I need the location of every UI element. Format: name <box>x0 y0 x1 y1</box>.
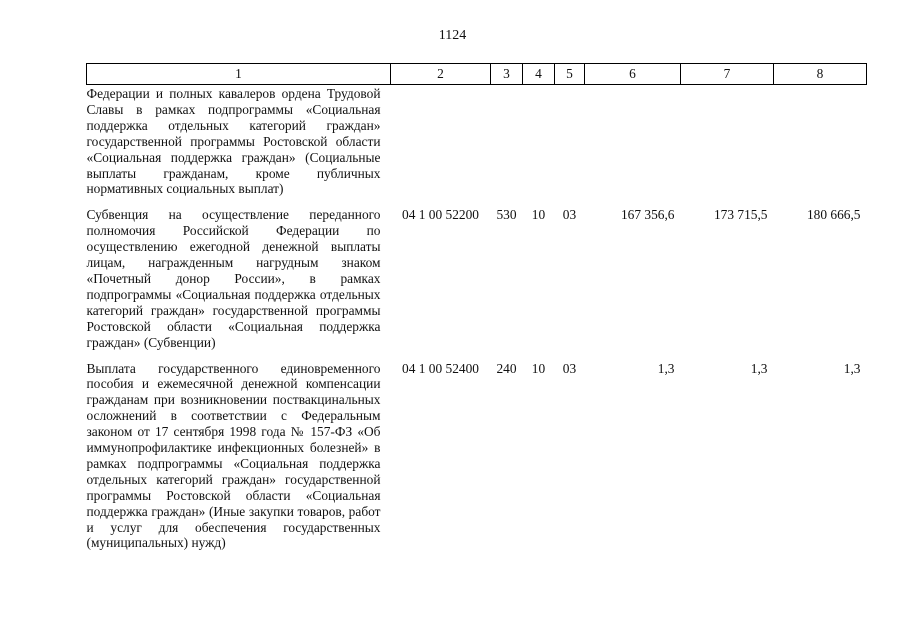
row-subsection: 03 <box>562 360 577 376</box>
header-col-6: 6 <box>585 64 681 85</box>
row-description: Федерации и полных кавалеров ордена Трудовой Славы в рамках подпрограммы «Социальная поддержка отдельных категорий граждан» государственной программы Ростовской области «Социальная поддержка граждан» (Социальные выплаты гражданам, кроме публичных нормативных социальных выплат) <box>86 86 381 197</box>
table-row <box>87 358 867 559</box>
row-amount-year-1: 167 356,6 <box>620 207 675 223</box>
row-amount-year-1: 1,3 <box>657 360 675 376</box>
header-col-3: 3 <box>491 64 523 85</box>
header-col-7: 7 <box>681 64 774 85</box>
table-row <box>87 85 867 205</box>
row-subsection <box>555 85 585 205</box>
table-row <box>87 204 867 357</box>
budget-table <box>86 63 867 558</box>
row-subsection: 03 <box>562 207 577 223</box>
header-col-8: 8 <box>774 64 867 85</box>
row-description: Выплата государственного единовременного пособия и ежемесячной денежной компенсации гражданам при возникновении поствакцинальных осложнений в соответствии с Федеральным законом от 17 сентября 1998 года № 157-ФЗ «Об иммунопрофилактике инфекционных болезней» в рамках подпрограммы «Социальная поддержка отдельных категорий граждан» государственной программы Ростовской области «Социальная поддержка граждан» (Иные закупки товаров, работ и услуг для обеспечения государственных (муниципальных) нужд) <box>86 360 381 551</box>
row-target-code <box>391 85 491 205</box>
row-amount-year-3 <box>774 85 867 205</box>
row-amount-year-2 <box>681 85 774 205</box>
header-col-1: 1 <box>87 64 391 85</box>
header-row <box>87 64 867 85</box>
row-amount-year-3: 1,3 <box>843 360 861 376</box>
row-expense-type <box>491 85 523 205</box>
row-amount-year-3: 180 666,5 <box>806 207 861 223</box>
row-amount-year-2: 1,3 <box>750 360 768 376</box>
row-target-code: 04 1 00 52400 <box>402 360 479 376</box>
row-expense-type: 530 <box>496 207 517 223</box>
header-col-5: 5 <box>555 64 585 85</box>
row-amount-year-2: 173 715,5 <box>713 207 768 223</box>
row-section <box>523 85 555 205</box>
header-col-4: 4 <box>523 64 555 85</box>
row-target-code: 04 1 00 52200 <box>402 207 479 223</box>
row-section: 10 <box>531 207 546 223</box>
row-expense-type: 240 <box>496 360 517 376</box>
header-col-2: 2 <box>391 64 491 85</box>
row-amount-year-1 <box>585 85 681 205</box>
row-description: Субвенция на осуществление переданного полномочия Российской Федерации по осуществлению ежегодной денежной выплаты лицам, награжденным нагрудным знаком «Почетный донор России», в рамках подпрограммы «Социальная поддержка отдельных категорий граждан» государственной программы Ростовской области «Социальная поддержка граждан» (Субвенции) <box>86 207 381 350</box>
page-number: 1124 <box>438 28 467 43</box>
row-section: 10 <box>531 360 546 376</box>
